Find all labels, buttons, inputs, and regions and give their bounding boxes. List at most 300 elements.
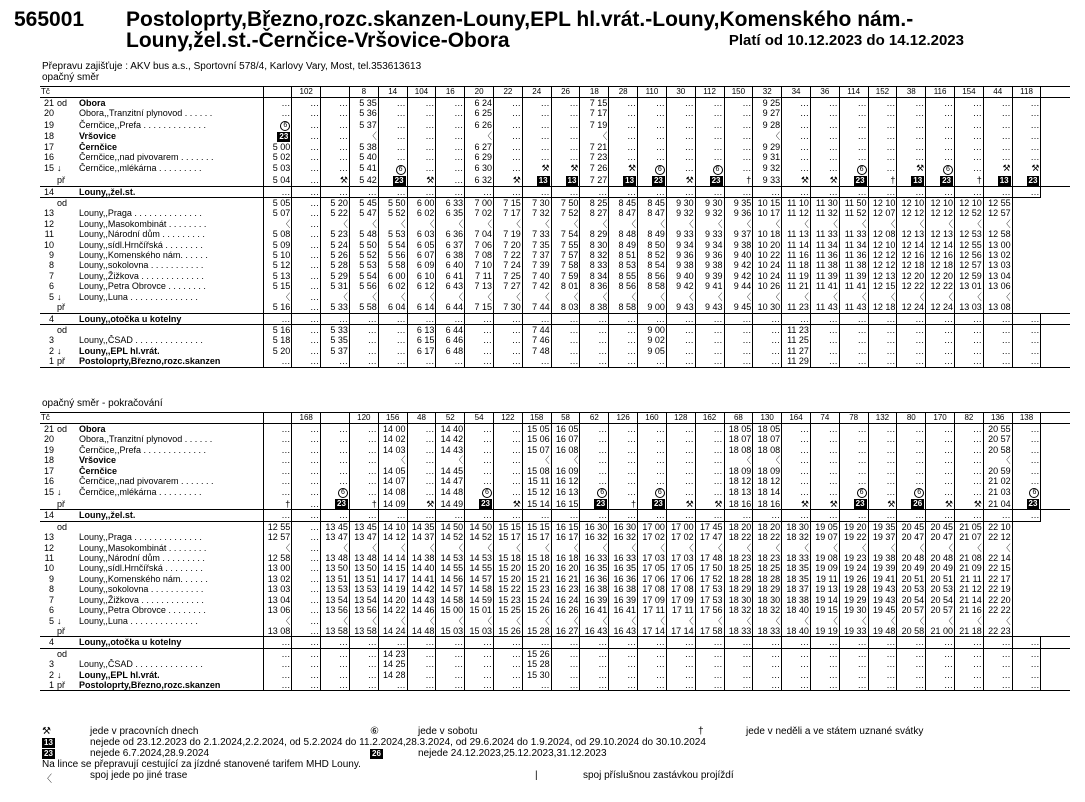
departure-time: 7 22 — [494, 250, 523, 260]
departure-time: 〈 — [839, 292, 868, 302]
departure-time: 〈 — [666, 292, 695, 302]
departure-time: 〈 — [810, 616, 839, 626]
departure-time — [321, 486, 350, 498]
departure-time: 15 05 — [522, 424, 551, 435]
departure-time: … — [810, 486, 839, 498]
departure-time: … — [321, 98, 350, 109]
arr-dep-marker — [56, 240, 78, 250]
trip-number: 74 — [810, 413, 839, 424]
departure-time — [1012, 616, 1041, 626]
departure-time: 12 12 — [926, 208, 955, 218]
departure-time: 18 28 — [724, 574, 753, 584]
arr-dep-marker — [56, 271, 78, 281]
arr-dep-marker: od — [57, 98, 68, 108]
departure-time: … — [292, 616, 321, 626]
departure-time: … — [292, 219, 321, 229]
departure-time: … — [839, 186, 868, 197]
departure-time: 5 15 — [263, 281, 292, 291]
departure-time: … — [263, 680, 292, 690]
departure-time: … — [839, 434, 868, 444]
departure-time: 6 02 — [378, 281, 407, 291]
departure-time: 20 57 — [926, 605, 955, 615]
departure-time: … — [1012, 152, 1041, 162]
departure-time — [580, 498, 609, 510]
trip-number — [321, 413, 350, 424]
departure-time: 5 50 — [349, 240, 378, 250]
departure-time: … — [666, 445, 695, 455]
departure-time: … — [494, 424, 523, 435]
stop-index: 15 — [43, 487, 54, 498]
departure-time — [1012, 281, 1041, 291]
departure-time: 6 32 — [465, 175, 494, 187]
departure-time — [1041, 445, 1070, 455]
stop-index: 8 — [48, 260, 54, 271]
departure-time: 18 37 — [782, 584, 811, 594]
departure-time: … — [494, 98, 523, 109]
departure-time: 〈 — [551, 455, 580, 465]
departure-time: 15 18 — [522, 553, 551, 563]
departure-time: 〈 — [638, 616, 667, 626]
departure-time: … — [724, 186, 753, 197]
departure-time: ⚒ — [407, 498, 436, 510]
departure-time: 12 10 — [897, 198, 926, 209]
stop-index — [40, 302, 56, 313]
arr-dep-marker — [56, 659, 78, 669]
timetable-row — [40, 543, 1070, 553]
departure-time: … — [926, 637, 955, 648]
departure-time: 9 40 — [724, 250, 753, 260]
departure-time: 15 00 — [436, 605, 465, 615]
saturday-icon: 6 — [482, 488, 492, 498]
departure-time: 16 41 — [580, 605, 609, 615]
sunday-icon: † — [698, 726, 704, 737]
timetable-row — [40, 324, 1070, 335]
departure-time: … — [1012, 476, 1041, 486]
departure-time: 13 00 — [263, 563, 292, 573]
departure-time: … — [955, 670, 984, 680]
departure-time: … — [955, 152, 984, 162]
stop-name — [78, 648, 263, 659]
departure-time: 18 29 — [753, 584, 782, 594]
departure-time: 6 43 — [436, 281, 465, 291]
departure-time: 〈 — [465, 292, 494, 302]
departure-time — [1041, 670, 1070, 680]
departure-time: 5 37 — [349, 119, 378, 131]
trip-number: 158 — [522, 413, 551, 424]
departure-time: 12 24 — [897, 302, 926, 313]
departure-time: 19 29 — [839, 595, 868, 605]
departure-time: … — [551, 346, 580, 356]
stop-index: 19 — [43, 444, 54, 455]
departure-time: 15 03 — [436, 626, 465, 637]
departure-time: … — [321, 119, 350, 131]
departure-time: 8 36 — [580, 281, 609, 291]
departure-time: … — [609, 152, 638, 162]
departure-time — [1041, 510, 1070, 521]
departure-time: 9 34 — [666, 240, 695, 250]
stop-index: 20 — [43, 434, 54, 445]
departure-time — [1012, 563, 1041, 573]
departure-time: … — [321, 445, 350, 455]
departure-time: ⚒ — [810, 175, 839, 187]
departure-time: 17 05 — [666, 563, 695, 573]
departure-time: 16 39 — [580, 595, 609, 605]
departure-time: 17 08 — [638, 584, 667, 594]
departure-time: … — [1012, 108, 1041, 118]
stop-name — [78, 324, 263, 335]
departure-time: … — [580, 466, 609, 476]
timetable-row — [40, 163, 1070, 175]
departure-time: 20 51 — [926, 574, 955, 584]
departure-time: … — [926, 680, 955, 690]
timetable-row — [40, 175, 1070, 187]
departure-time: 7 26 — [580, 163, 609, 175]
departure-time: … — [292, 292, 321, 302]
departure-time: 8 47 — [609, 208, 638, 218]
departure-time: 16 43 — [580, 626, 609, 637]
departure-time: 9 38 — [695, 260, 724, 270]
departure-time: … — [868, 356, 897, 366]
departure-time: … — [983, 131, 1012, 142]
departure-time: 14 52 — [436, 532, 465, 542]
legend-passes: spoj příslušnou zastávkou projíždí — [583, 770, 734, 781]
departure-time: 14 10 — [378, 521, 407, 532]
stop-name: Černčice,,mlékárna . . . . . . . . . — [79, 163, 202, 174]
timetable — [40, 413, 1070, 690]
departure-time: ⚒ — [810, 498, 839, 510]
departure-time: 7 30 — [494, 302, 523, 313]
departure-time: 15 08 — [522, 466, 551, 476]
departure-time: … — [955, 163, 984, 175]
departure-time: 〈 — [378, 543, 407, 553]
departure-time: 16 23 — [551, 584, 580, 594]
departure-time: … — [349, 670, 378, 680]
departure-time: 12 14 — [926, 240, 955, 250]
departure-time: … — [436, 142, 465, 152]
departure-time: … — [436, 313, 465, 324]
departure-time: … — [926, 313, 955, 324]
departure-time: 15 26 — [522, 648, 551, 659]
departure-time: 9 29 — [753, 142, 782, 152]
departure-time: 9 02 — [638, 335, 667, 345]
departure-time: … — [666, 670, 695, 680]
stop-index — [40, 626, 56, 637]
departure-time — [1012, 584, 1041, 594]
departure-time: … — [349, 648, 378, 659]
departure-time: 8 56 — [609, 281, 638, 291]
departure-time — [1012, 521, 1041, 532]
departure-time: … — [983, 510, 1012, 521]
departure-time: … — [494, 119, 523, 131]
departure-time: … — [666, 142, 695, 152]
departure-time: … — [1012, 434, 1041, 444]
departure-time: 5 29 — [321, 271, 350, 281]
departure-time: … — [810, 313, 839, 324]
departure-time: … — [609, 313, 638, 324]
departure-time: … — [897, 356, 926, 366]
stop-name: Louny,,Masokombinát . . . . . . . . — [79, 218, 207, 229]
departure-time: 6 30 — [465, 163, 494, 175]
departure-time: 〈 — [436, 543, 465, 553]
departure-time: … — [983, 335, 1012, 345]
departure-time: … — [551, 324, 580, 335]
departure-time: 〈 — [551, 616, 580, 626]
departure-time: … — [321, 637, 350, 648]
departure-time: … — [810, 680, 839, 690]
departure-time: 10 22 — [753, 250, 782, 260]
departure-time: … — [839, 424, 868, 435]
departure-time: … — [897, 637, 926, 648]
departure-time: 7 25 — [494, 271, 523, 281]
departure-time: … — [494, 466, 523, 476]
departure-time: 〈 — [753, 543, 782, 553]
departure-time: … — [666, 108, 695, 118]
departure-time: … — [839, 648, 868, 659]
departure-time: 7 19 — [494, 229, 523, 239]
trip-number: 16 — [436, 87, 465, 98]
departure-time: † — [868, 175, 897, 187]
departure-time: 8 52 — [638, 250, 667, 260]
departure-time: 18 12 — [753, 476, 782, 486]
departure-time: 7 40 — [522, 271, 551, 281]
departure-time: … — [666, 152, 695, 162]
timetable-row — [40, 131, 1070, 142]
departure-time: … — [263, 648, 292, 659]
departure-time: 12 58 — [983, 229, 1012, 239]
departure-time: 12 10 — [868, 198, 897, 209]
departure-time: 14 47 — [436, 476, 465, 486]
departure-time — [263, 119, 292, 131]
departure-time: 14 15 — [378, 563, 407, 573]
departure-time: ⚒ — [321, 175, 350, 187]
stop-index: 17 — [43, 141, 54, 152]
stop-index: 17 — [43, 465, 54, 476]
departure-time: 16 13 — [551, 486, 580, 498]
departure-time: … — [292, 626, 321, 637]
departure-time: … — [292, 648, 321, 659]
departure-time: 〈 — [810, 219, 839, 229]
departure-time: 16 41 — [609, 605, 638, 615]
stop-name: Louny,,Žižkova . . . . . . . . . . . . . — [79, 594, 204, 605]
departure-time: … — [810, 637, 839, 648]
arr-dep-marker — [56, 313, 78, 324]
departure-time: 20 53 — [926, 584, 955, 594]
departure-time: 7 52 — [551, 208, 580, 218]
departure-time: 11 36 — [810, 250, 839, 260]
departure-time: 6 03 — [407, 229, 436, 239]
departure-time: … — [349, 659, 378, 669]
departure-time: … — [407, 108, 436, 118]
departure-time: 6 12 — [407, 281, 436, 291]
departure-time: … — [753, 186, 782, 197]
departure-time: … — [465, 659, 494, 669]
departure-time: … — [407, 466, 436, 476]
departure-time: … — [666, 335, 695, 345]
departure-time — [1012, 208, 1041, 218]
departure-time: … — [897, 659, 926, 669]
departure-time: … — [897, 510, 926, 521]
stop-index: 9 — [48, 573, 54, 584]
departure-time: 16 18 — [551, 553, 580, 563]
departure-time: 14 50 — [465, 521, 494, 532]
departure-time: 14 42 — [407, 584, 436, 594]
departure-time: … — [292, 574, 321, 584]
departure-time: 14 22 — [378, 605, 407, 615]
departure-time: … — [955, 476, 984, 486]
departure-time: … — [782, 466, 811, 476]
departure-time: 〈 — [782, 543, 811, 553]
departure-time: 19 19 — [810, 626, 839, 637]
departure-time: 9 33 — [753, 175, 782, 187]
trip-number: 168 — [292, 413, 321, 424]
departure-time: … — [810, 324, 839, 335]
departure-time: 16 35 — [580, 563, 609, 573]
timetable-row — [40, 595, 1070, 605]
departure-time: 19 41 — [868, 574, 897, 584]
arr-dep-marker — [56, 510, 78, 521]
departure-time: 19 35 — [868, 521, 897, 532]
departure-time: … — [580, 346, 609, 356]
departure-time: 〈 — [609, 543, 638, 553]
departure-time: … — [494, 476, 523, 486]
departure-time: 〈 — [897, 616, 926, 626]
note-23-icon: 23 — [855, 175, 865, 185]
departure-time: 6 27 — [465, 142, 494, 152]
departure-time: … — [868, 424, 897, 435]
departure-time: … — [666, 346, 695, 356]
departure-time — [638, 498, 667, 510]
departure-time: … — [1012, 659, 1041, 669]
departure-time: 5 35 — [321, 335, 350, 345]
departure-time: 8 38 — [580, 302, 609, 313]
timetable-row — [40, 108, 1070, 118]
departure-time: 14 42 — [436, 434, 465, 444]
departure-time: … — [263, 637, 292, 648]
departure-time: 〈 — [753, 219, 782, 229]
timetable-row — [40, 637, 1070, 648]
departure-time: 5 58 — [378, 260, 407, 270]
departure-time: … — [522, 142, 551, 152]
departure-time: 8 51 — [609, 250, 638, 260]
stop-index: 3 — [48, 335, 54, 346]
saturday-icon: 6 — [280, 121, 290, 131]
departure-time: … — [926, 324, 955, 335]
departure-time: 12 10 — [955, 198, 984, 209]
departure-time: … — [321, 466, 350, 476]
route-name-line2: Louny,žel.st.-Černčice-Vršovice-Obora — [126, 29, 510, 52]
departure-time: 12 55 — [983, 198, 1012, 209]
departure-time: 7 27 — [494, 281, 523, 291]
departure-time: 7 06 — [465, 240, 494, 250]
departure-time: … — [810, 131, 839, 142]
departure-time: 〈 — [724, 292, 753, 302]
departure-time: 14 43 — [436, 445, 465, 455]
departure-time: … — [292, 163, 321, 175]
departure-time: … — [551, 313, 580, 324]
departure-time: 14 59 — [465, 595, 494, 605]
departure-time: 〈 — [263, 616, 292, 626]
departure-time: 13 51 — [321, 574, 350, 584]
departure-time: … — [580, 637, 609, 648]
departure-time: 22 12 — [983, 532, 1012, 542]
departure-time: … — [494, 637, 523, 648]
departure-time — [638, 486, 667, 498]
departure-time: 20 54 — [897, 595, 926, 605]
trip-number: 18 — [580, 87, 609, 98]
stop-index: 2 — [48, 345, 54, 356]
departure-time: … — [609, 637, 638, 648]
departure-time: 5 02 — [263, 152, 292, 162]
departure-time: … — [782, 510, 811, 521]
arr-dep-marker — [56, 637, 78, 648]
timetable-row — [40, 208, 1070, 218]
departure-time: … — [580, 424, 609, 435]
departure-time: … — [551, 131, 580, 142]
departure-time: … — [839, 356, 868, 366]
departure-time — [1012, 543, 1041, 553]
timetable-row — [40, 434, 1070, 444]
departure-time: 5 37 — [321, 346, 350, 356]
departure-time: … — [292, 281, 321, 291]
departure-time: 20 49 — [897, 563, 926, 573]
departure-time: … — [407, 98, 436, 109]
trip-number: 8 — [349, 87, 378, 98]
departure-time: 〈 — [407, 219, 436, 229]
departure-time: 16 07 — [551, 434, 580, 444]
departure-time — [1012, 626, 1041, 637]
departure-time: … — [983, 98, 1012, 109]
departure-time: … — [782, 119, 811, 131]
departure-time: … — [839, 119, 868, 131]
departure-time: 5 53 — [378, 229, 407, 239]
departure-time: … — [436, 98, 465, 109]
departure-time: … — [782, 142, 811, 152]
stop-name: Obora,,Tranzitní plynovod . . . . . . — [79, 434, 213, 445]
departure-time: … — [436, 680, 465, 690]
stop-index: 7 — [48, 270, 54, 281]
departure-time: † — [955, 175, 984, 187]
departure-time: 17 14 — [638, 626, 667, 637]
stop-name: Louny,,Praga . . . . . . . . . . . . . . — [79, 208, 202, 219]
departure-time: … — [349, 455, 378, 465]
departure-time: 18 38 — [782, 595, 811, 605]
arr-dep-marker: ↓ — [57, 345, 62, 356]
trip-number: 80 — [897, 413, 926, 424]
departure-time: 17 06 — [638, 574, 667, 584]
departure-time: 8 29 — [580, 229, 609, 239]
departure-time: 14 53 — [465, 553, 494, 563]
departure-time: … — [695, 313, 724, 324]
departure-time: 14 08 — [378, 486, 407, 498]
departure-time: 16 15 — [551, 498, 580, 510]
timetable-row — [40, 271, 1070, 281]
departure-time: … — [666, 434, 695, 444]
departure-time: … — [955, 445, 984, 455]
departure-time: … — [926, 108, 955, 118]
departure-time — [897, 175, 926, 187]
departure-time: … — [810, 510, 839, 521]
timetable-row — [40, 424, 1070, 435]
timetable-row — [40, 498, 1070, 510]
departure-time: 20 57 — [897, 605, 926, 615]
departure-time: 11 34 — [810, 240, 839, 250]
departure-time: … — [695, 670, 724, 680]
departure-time: 12 18 — [926, 260, 955, 270]
stop-name: Louny,,Národní dům . . . . . . . . . — [79, 553, 205, 564]
trip-number: 150 — [724, 87, 753, 98]
note-23-icon: 23 — [1028, 499, 1038, 509]
departure-time: … — [897, 186, 926, 197]
